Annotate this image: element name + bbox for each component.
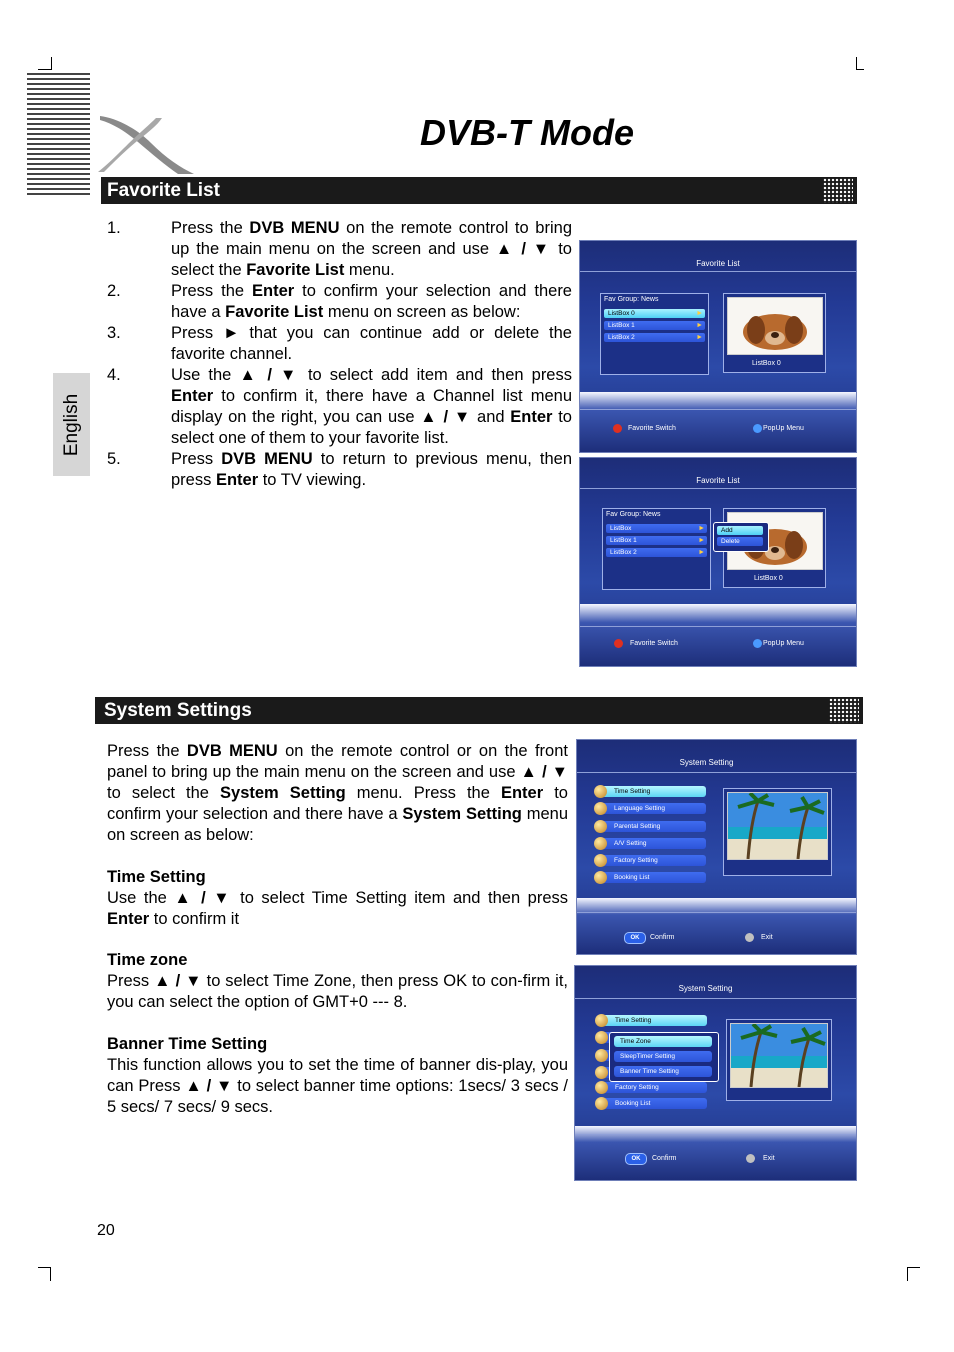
family-icon (595, 1049, 608, 1062)
step-item (107, 365, 572, 449)
factory-icon (595, 1081, 608, 1094)
popup-add: Add (717, 526, 763, 535)
booking-icon (595, 1097, 608, 1110)
ok-button-icon: OK (625, 1153, 647, 1165)
step-text: Use the ▲ / ▼ to select add item and then press Enter to confirm it, there have a Channel list menu display on the right, you can use ▲ / ▼ and Enter to select one of them to your favorite list. (171, 366, 572, 447)
step-text: Press DVB MENU to return to previous menu, then press Enter to TV viewing. (171, 450, 572, 489)
menu-item-time-setting: Time Setting (597, 1015, 707, 1026)
step-number: 3. (107, 324, 121, 342)
banner-time-text: This function allows you to set the time of banner dis-play, you can Press ▲ / ▼ to select banner time options: 1secs/ 3 secs / 5 secs/ 7 secs/ 9 secs. (107, 1056, 568, 1116)
step-text: Press the Enter to confirm your selection and there have a Favorite List menu on screen as below: (171, 282, 572, 321)
step-text: Press ► that you can continue add or delete the favorite channel. (171, 324, 572, 363)
brand-logo (96, 108, 196, 176)
screen-title: System Setting (679, 758, 734, 767)
page-number: 20 (97, 1222, 115, 1239)
favorite-list-screenshot-2 (579, 457, 857, 667)
arrow-right-icon: ► (698, 525, 705, 532)
crop-mark-br (907, 1267, 920, 1268)
hint-favorite-switch: Favorite Switch (630, 640, 678, 647)
step-number: 4. (107, 366, 121, 384)
screen-title: System Setting (678, 984, 733, 993)
crop-mark-br (907, 1267, 908, 1281)
globe-icon (594, 802, 607, 815)
divider (577, 912, 856, 913)
menu-item-factory-setting: Factory Setting (596, 855, 706, 866)
favorite-list-screenshot-1 (579, 240, 857, 453)
list-item: ListBox 2 ► (604, 333, 705, 342)
time-zone-heading: Time zone (107, 951, 188, 969)
booking-icon (594, 871, 607, 884)
red-button-icon (613, 424, 622, 433)
dot-pattern (823, 178, 853, 203)
hint-confirm: Confirm (652, 1155, 677, 1162)
crop-mark-tl (51, 57, 52, 70)
hint-exit: Exit (763, 1155, 775, 1162)
list-item: ListBox 1 ► (606, 536, 707, 545)
step-text: Press the DVB MENU on the remote control to bring up the main menu on the screen and use ▲ / ▼ to select the Favorite List menu. (171, 219, 572, 279)
fav-group-label: Fav Group: News (606, 511, 661, 518)
time-zone-text: Press ▲ / ▼ to select Time Zone, then press OK to con-firm it, you can select the option of GMT+0 --- 8. (107, 972, 569, 1011)
screen-title: Favorite List (696, 259, 740, 268)
divider (575, 998, 856, 999)
list-item: ListBox 0 ► (604, 309, 705, 318)
divider (580, 409, 856, 410)
preview-panel (723, 293, 826, 373)
submenu-time-zone: Time Zone (614, 1036, 712, 1047)
step-item (107, 218, 572, 281)
time-setting-text: Use the ▲ / ▼ to select Time Setting item and then press Enter to confirm it (107, 889, 569, 928)
popup-delete: Delete (717, 537, 763, 546)
menu-item-factory-setting: Factory Setting (597, 1082, 707, 1093)
hint-popup-menu: PopUp Menu (763, 425, 804, 432)
time-submenu (609, 1032, 719, 1082)
beach-image (730, 1023, 828, 1088)
divider (575, 1134, 856, 1135)
exit-button-icon (746, 1154, 755, 1163)
clock-icon (594, 785, 607, 798)
list-item: ListBox ► (606, 524, 707, 533)
crop-mark-tl (38, 69, 52, 70)
channel-list-panel (602, 508, 711, 590)
step-number: 2. (107, 282, 121, 300)
footer-band (577, 898, 856, 954)
av-icon (594, 837, 607, 850)
arrow-right-icon: ► (696, 310, 703, 317)
divider (580, 488, 856, 489)
submenu-banner-time: Banner Time Setting (614, 1066, 712, 1077)
section-heading-favorite-list (101, 177, 857, 204)
arrow-right-icon: ► (698, 537, 705, 544)
blue-button-icon (753, 639, 762, 648)
language-tab (53, 373, 90, 476)
av-icon (595, 1066, 608, 1079)
fav-group-label: Fav Group: News (604, 296, 659, 303)
puppy-image (727, 297, 823, 355)
hint-favorite-switch: Favorite Switch (628, 425, 676, 432)
arrow-right-icon: ► (698, 549, 705, 556)
system-intro-text: Press the DVB MENU on the remote control or on the front panel to bring up the main menu on the screen and use ▲ / ▼ to select the System Setting menu. Press the Enter to confirm your selection and there have a System Setting menu on screen as below: (107, 742, 569, 844)
crop-mark-bl (50, 1267, 51, 1281)
divider (577, 772, 856, 773)
hint-popup-menu: PopUp Menu (763, 640, 804, 647)
hint-confirm: Confirm (650, 934, 675, 941)
exit-button-icon (745, 933, 754, 942)
footer-band (580, 392, 856, 452)
beach-image (727, 792, 828, 860)
section-heading-text: System Settings (104, 700, 252, 721)
arrow-right-icon: ► (696, 322, 703, 329)
preview-panel (723, 788, 832, 876)
globe-icon (595, 1031, 608, 1044)
hint-exit: Exit (761, 934, 773, 941)
blue-button-icon (753, 424, 762, 433)
divider (580, 626, 856, 627)
menu-item-booking-list: Booking List (596, 872, 706, 883)
section-heading-text: Favorite List (107, 180, 220, 201)
decorative-stripes (27, 73, 90, 198)
system-setting-screenshot-1 (576, 739, 857, 955)
time-setting-heading: Time Setting (107, 868, 206, 886)
submenu-sleeptimer: SleepTimer Setting (614, 1051, 712, 1062)
factory-icon (594, 854, 607, 867)
banner-time-heading: Banner Time Setting (107, 1035, 268, 1053)
crop-mark-tr (856, 69, 864, 70)
step-item (107, 281, 572, 323)
language-tab-label: English (60, 393, 82, 456)
ok-button-icon: OK (624, 932, 646, 944)
list-item: ListBox 2 ► (606, 548, 707, 557)
step-number: 1. (107, 219, 121, 237)
clock-icon (595, 1014, 608, 1027)
preview-caption: ListBox 0 (754, 575, 783, 582)
red-button-icon (614, 639, 623, 648)
footer-band (580, 604, 856, 666)
step-item (107, 323, 572, 365)
menu-item-language-setting: Language Setting (596, 803, 706, 814)
arrow-right-icon: ► (696, 334, 703, 341)
divider (580, 271, 856, 272)
list-item: ListBox 1 ► (604, 321, 705, 330)
system-setting-screenshot-2 (574, 965, 857, 1181)
screen-title: Favorite List (696, 476, 740, 485)
favorite-steps-list (107, 218, 572, 491)
preview-panel (726, 1019, 832, 1101)
preview-caption: ListBox 0 (752, 360, 781, 367)
step-number: 5. (107, 450, 121, 468)
step-item (107, 449, 572, 491)
menu-item-av-setting: A/V Setting (596, 838, 706, 849)
dot-pattern (829, 698, 859, 723)
menu-item-parental-setting: Parental Setting (596, 821, 706, 832)
section-heading-system-settings (95, 697, 863, 724)
family-icon (594, 820, 607, 833)
menu-item-booking-list: Booking List (597, 1098, 707, 1109)
channel-list-panel (600, 293, 709, 375)
page-title: DVB-T Mode (420, 112, 634, 153)
menu-item-time-setting: Time Setting (596, 786, 706, 797)
popup-menu (713, 522, 769, 552)
